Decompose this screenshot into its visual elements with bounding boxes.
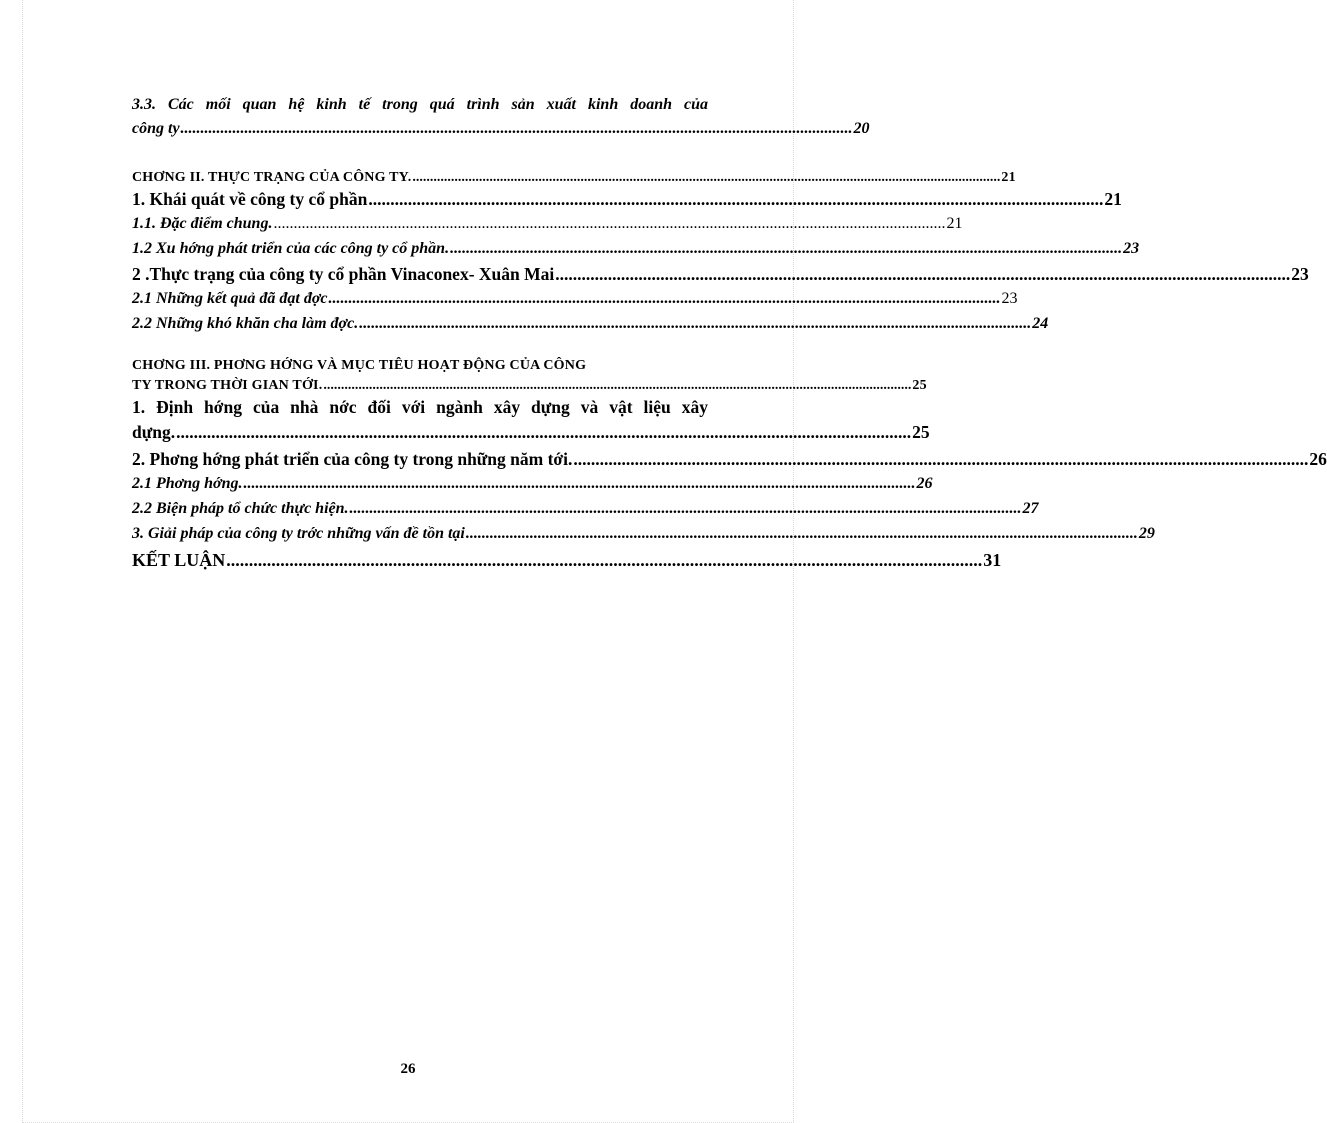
- dot-leader: ........................................................................................................................................................................: [465, 525, 1138, 542]
- toc-entry-3-3-line1: 3.3. Các mối quan hệ kinh tế trong quá trình sản xuất kinh doanh của: [132, 96, 708, 113]
- toc-entry-2-1[interactable]: [132, 287, 1018, 311]
- toc-conclusion[interactable]: [132, 548, 1002, 572]
- dot-leader: ........................................................................................................................................................................: [243, 475, 916, 492]
- toc-chapter-2-page: 21: [1001, 170, 1016, 185]
- toc-entry-3-2-1[interactable]: [132, 472, 933, 496]
- toc-entry-2-1-page: 23: [1001, 290, 1018, 307]
- toc-chapter-2[interactable]: [132, 168, 1016, 188]
- toc-chapter-2-title: CHƠNG II. THỰC TRẠNG CỦA CÔNG TY.: [132, 170, 412, 185]
- toc-entry-1-2-page: 23: [1123, 240, 1140, 257]
- toc-entry-1-1-page: 21: [946, 215, 963, 232]
- toc-entry-2-page: 23: [1291, 264, 1309, 284]
- toc-entry-3-1-page: 25: [912, 422, 930, 442]
- dot-leader: ........................................................................................................................................................................: [450, 240, 1123, 257]
- toc-entry-2-2[interactable]: [132, 312, 1049, 336]
- toc-entry-2-title: 2 .Thực trạng của công ty cổ phần Vinaconex- Xuân Mai: [132, 264, 555, 284]
- toc-entry-1-1[interactable]: [132, 212, 963, 236]
- toc-entry-3-2-1-page: 26: [916, 475, 933, 492]
- toc-entry-3-3-page: 29: [1138, 525, 1155, 542]
- toc-entry-1-title: 1. Khái quát về công ty cổ phần: [132, 189, 368, 209]
- toc-entry-3-1[interactable]: [132, 395, 930, 445]
- toc-entry-3-1-title: dựng.: [132, 422, 176, 442]
- toc-entry-3-2-2-page: 27: [1022, 500, 1039, 517]
- dot-leader: ........................................................................................................................................................................: [176, 422, 912, 442]
- toc-entry-3-3-title: công ty: [132, 120, 180, 137]
- toc-entry-3-2-2-title: 2.2 Biện pháp tổ chức thực hiện.: [132, 500, 349, 517]
- toc-entry-3-2-1-title: 2.1 Phơng hớng.: [132, 475, 243, 492]
- toc-entry-2-2-page: 24: [1032, 315, 1049, 332]
- toc-chapter-3-page: 25: [912, 378, 927, 393]
- dot-leader: ........................................................................................................................................................................: [573, 449, 1309, 469]
- toc-chapter-3-line1: CHƠNG III. PHƠNG HỚNG VÀ MỤC TIÊU HOẠT ĐỘNG CỦA CÔNG: [132, 358, 587, 373]
- dot-leader: ........................................................................................................................................................................: [328, 290, 1001, 307]
- toc-chapter-3-title: TY TRONG THỜI GIAN TỚI.: [132, 378, 323, 393]
- toc-entry-3-3-title: 3. Giải pháp của công ty trớc những vấn đề tồn tại: [132, 525, 465, 542]
- toc-conclusion-page: 31: [983, 550, 1002, 570]
- dot-leader: ........................................................................................................................................................................: [180, 120, 853, 137]
- dot-leader: ........................................................................................................................................................................: [412, 170, 1001, 185]
- toc-entry-1-page: 21: [1104, 189, 1122, 209]
- toc-entry-3-2-page: 26: [1309, 449, 1327, 469]
- dot-leader: ........................................................................................................................................................................: [273, 215, 946, 232]
- dot-leader: ........................................................................................................................................................................: [555, 264, 1291, 284]
- dot-leader: ........................................................................................................................................................................: [368, 189, 1104, 209]
- toc-conclusion-title: KẾT LUẬN: [132, 550, 226, 570]
- toc-entry-1[interactable]: [132, 187, 1122, 211]
- dot-leader: ........................................................................................................................................................................: [323, 378, 912, 393]
- toc-entry-2[interactable]: [132, 262, 1309, 286]
- toc-chapter-3[interactable]: [132, 356, 927, 396]
- toc-entry-3-3[interactable]: [132, 522, 1155, 546]
- toc-entry-3-2[interactable]: [132, 447, 1327, 471]
- toc-entry-3-3-page: 20: [853, 120, 870, 137]
- dot-leader: ........................................................................................................................................................................: [349, 500, 1022, 517]
- toc-entry-3-2-2[interactable]: [132, 497, 1039, 521]
- dot-leader: ........................................................................................................................................................................: [226, 550, 983, 570]
- toc-entry-3-3[interactable]: [132, 93, 870, 141]
- toc-entry-3-1-line1: 1. Định hớng của nhà nớc đối với ngành xây dựng và vật liệu xây: [132, 397, 708, 417]
- page-number: 26: [400, 1061, 416, 1077]
- toc-entry-3-2-title: 2. Phơng hớng phát triển của công ty trong những năm tới.: [132, 449, 573, 469]
- toc-entry-2-1-title: 2.1 Những kết quả đã đạt đợc: [132, 290, 328, 307]
- toc-entry-1-2[interactable]: [132, 237, 1140, 261]
- dot-leader: ........................................................................................................................................................................: [359, 315, 1032, 332]
- toc-entry-1-2-title: 1.2 Xu hớng phát triển của các công ty cổ phần.: [132, 240, 450, 257]
- toc-entry-1-1-title: 1.1. Đặc điểm chung.: [132, 215, 273, 232]
- toc-entry-2-2-title: 2.2 Những khó khăn cha làm đợc.: [132, 315, 359, 332]
